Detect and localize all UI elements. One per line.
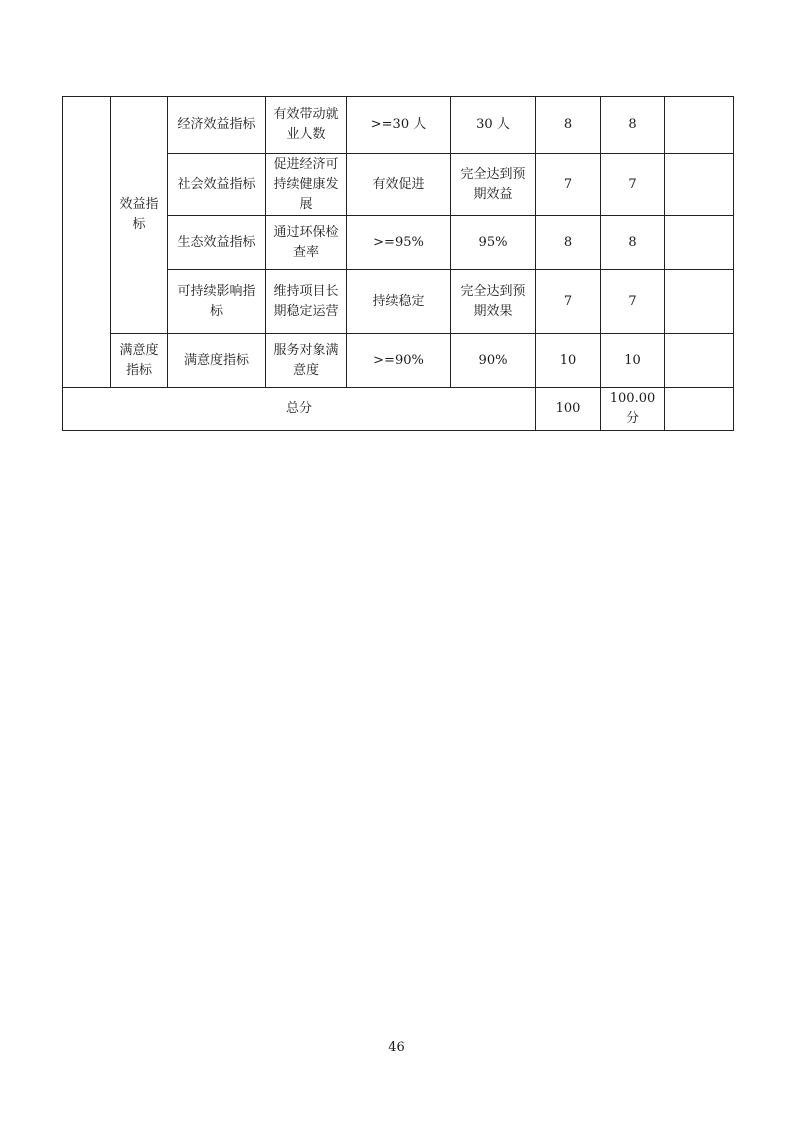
indicator-name-cell: 维持项目长期稳定运营	[266, 270, 347, 334]
benefit-group-cell: 效益指标	[111, 97, 168, 334]
target-value-cell: >=95%	[347, 216, 451, 270]
secondary-indicator-cell: 可持续影响指标	[168, 270, 266, 334]
score-cell: 7	[601, 154, 665, 216]
note-cell	[665, 216, 734, 270]
total-score-cell: 100.00分	[601, 388, 665, 431]
score-cell: 8	[601, 216, 665, 270]
total-note-cell	[665, 388, 734, 431]
weight-cell: 8	[536, 97, 601, 154]
note-cell	[665, 334, 734, 388]
score-cell: 10	[601, 334, 665, 388]
indicator-name-cell: 服务对象满意度	[266, 334, 347, 388]
target-value-cell: >=90%	[347, 334, 451, 388]
actual-value-cell: 完全达到预期效果	[451, 270, 536, 334]
secondary-indicator-cell: 经济效益指标	[168, 97, 266, 154]
weight-cell: 7	[536, 270, 601, 334]
performance-indicator-table	[62, 96, 734, 431]
weight-cell: 10	[536, 334, 601, 388]
note-cell	[665, 97, 734, 154]
secondary-indicator-cell: 满意度指标	[168, 334, 266, 388]
page-number: 46	[388, 1040, 405, 1055]
indicator-name-cell: 有效带动就业人数	[266, 97, 347, 154]
total-label-cell: 总分	[63, 388, 536, 431]
secondary-indicator-cell: 社会效益指标	[168, 154, 266, 216]
total-row	[63, 388, 734, 431]
secondary-indicator-cell: 生态效益指标	[168, 216, 266, 270]
score-cell: 8	[601, 97, 665, 154]
actual-value-cell: 90%	[451, 334, 536, 388]
actual-value-cell: 95%	[451, 216, 536, 270]
note-cell	[665, 154, 734, 216]
table-row	[63, 334, 734, 388]
satisfaction-group-cell: 满意度指标	[111, 334, 168, 388]
total-weight-cell: 100	[536, 388, 601, 431]
level1-indicator-cell	[63, 97, 111, 388]
indicator-name-cell: 通过环保检查率	[266, 216, 347, 270]
score-cell: 7	[601, 270, 665, 334]
indicator-name-cell: 促进经济可持续健康发展	[266, 154, 347, 216]
weight-cell: 8	[536, 216, 601, 270]
target-value-cell: 有效促进	[347, 154, 451, 216]
target-value-cell: >=30 人	[347, 97, 451, 154]
actual-value-cell: 30 人	[451, 97, 536, 154]
actual-value-cell: 完全达到预期效益	[451, 154, 536, 216]
target-value-cell: 持续稳定	[347, 270, 451, 334]
note-cell	[665, 270, 734, 334]
table-row	[63, 97, 734, 154]
weight-cell: 7	[536, 154, 601, 216]
